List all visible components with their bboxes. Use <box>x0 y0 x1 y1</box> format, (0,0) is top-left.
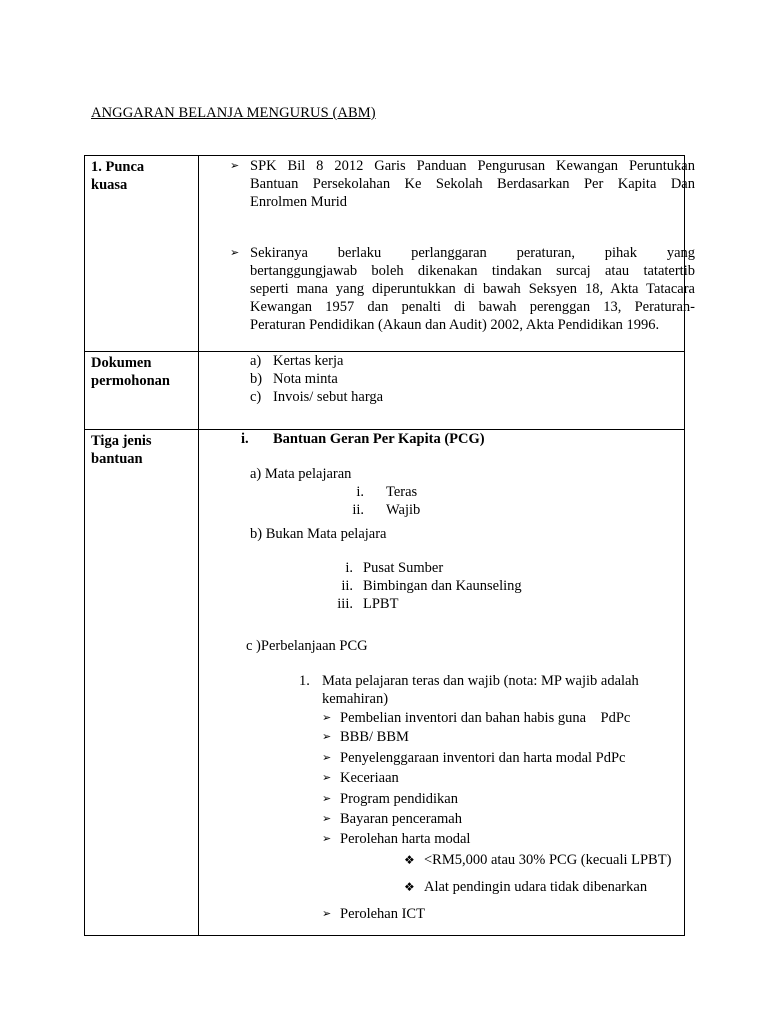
arrow-bullet-icon: ➢ <box>322 812 332 825</box>
row-label-line: bantuan <box>91 451 143 467</box>
diamond-bullet-icon: ❖ <box>404 853 415 867</box>
list-item: Perolehan harta modal <box>340 831 471 847</box>
row-content <box>199 430 685 936</box>
list-marker: i. <box>356 484 364 500</box>
row-label-line: Dokumen <box>91 355 152 371</box>
row-label-line: kuasa <box>91 177 128 193</box>
list-item: kemahiran) <box>322 691 389 707</box>
row-label-line: permohonan <box>91 373 170 389</box>
row-label <box>85 352 199 430</box>
list-item: Pusat Sumber <box>363 560 444 576</box>
arrow-bullet-icon: ➢ <box>322 711 332 724</box>
page-title: ANGGARAN BELANJA MENGURUS (ABM) <box>91 105 376 121</box>
bullet-text: Sekiranya berlaku perlanggaran peraturan, pihak yang bertanggungjawab boleh dikenakan tindakan surcaj atau tatatertib seperti mana yang diperuntukkan di bawah Seksyen 18, Akta Tatacara Kewangan 1957 dan penalti di bawah perenggan 13, Peraturan- Peraturan Pendidikan (Akaun dan Audit) 2002, Akta Pendidikan 1996. <box>250 245 695 333</box>
row-label <box>85 430 199 936</box>
list-item: Keceriaan <box>340 770 399 786</box>
row-label-line: Tiga jenis <box>91 433 152 449</box>
bullet-text: SPK Bil 8 2012 Garis Panduan Pengurusan Kewangan Peruntukan Bantuan Persekolahan Ke Sekolah Berdasarkan Per Kapita Dan Enrolmen Murid <box>250 158 695 210</box>
list-item: Teras <box>386 484 418 500</box>
sub-heading: a) Mata pelajaran <box>250 466 352 482</box>
list-item: Mata pelajaran teras dan wajib (nota: MP wajib adalah <box>322 673 639 689</box>
list-item: LPBT <box>363 596 399 612</box>
arrow-bullet-icon: ➢ <box>322 792 332 805</box>
list-item: Pembelian inventori dan bahan habis guna PdPc <box>340 710 631 726</box>
list-item: Penyelenggaraan inventori dan harta modal PdPc <box>340 750 626 766</box>
section-heading: Bantuan Geran Per Kapita (PCG) <box>273 431 485 447</box>
table-row <box>85 352 685 430</box>
list-item: <RM5,000 atau 30% PCG (kecuali LPBT) <box>424 852 672 868</box>
sub-heading: c )Perbelanjaan PCG <box>246 638 368 654</box>
list-item: Alat pendingin udara tidak dibenarkan <box>424 879 648 895</box>
arrow-bullet-icon: ➢ <box>230 246 240 259</box>
list-marker: 1. <box>299 673 310 689</box>
sub-heading: b) Bukan Mata pelajara <box>250 526 387 542</box>
list-marker: ii. <box>352 502 364 518</box>
section-marker: i. <box>241 431 249 447</box>
row-label <box>85 156 199 352</box>
list-item: Bimbingan dan Kaunseling <box>363 578 522 594</box>
arrow-bullet-icon: ➢ <box>322 730 332 743</box>
arrow-bullet-icon: ➢ <box>322 751 332 764</box>
list-marker: ii. <box>341 578 353 594</box>
list-item: Wajib <box>386 502 421 518</box>
table-row <box>85 156 685 352</box>
list-marker: b) <box>250 371 263 387</box>
arrow-bullet-icon: ➢ <box>322 832 332 845</box>
table-row <box>85 430 685 936</box>
list-item: Kertas kerja <box>273 353 344 369</box>
list-marker: i. <box>345 560 353 576</box>
list-marker: iii. <box>337 596 353 612</box>
list-marker: c) <box>250 389 262 405</box>
list-item: Program pendidikan <box>340 791 458 807</box>
row-label-line: 1. Punca <box>91 159 145 175</box>
list-marker: a) <box>250 353 262 369</box>
row-content <box>199 156 695 352</box>
arrow-bullet-icon: ➢ <box>230 159 240 172</box>
list-item: Bayaran penceramah <box>340 811 462 827</box>
list-item: Perolehan ICT <box>340 906 425 922</box>
list-item: Nota minta <box>273 371 338 387</box>
arrow-bullet-icon: ➢ <box>322 907 332 920</box>
abm-table <box>84 155 695 936</box>
row-content <box>199 352 685 430</box>
arrow-bullet-icon: ➢ <box>322 771 332 784</box>
list-item: BBB/ BBM <box>340 729 409 745</box>
diamond-bullet-icon: ❖ <box>404 880 415 894</box>
list-item: Invois/ sebut harga <box>273 389 384 405</box>
